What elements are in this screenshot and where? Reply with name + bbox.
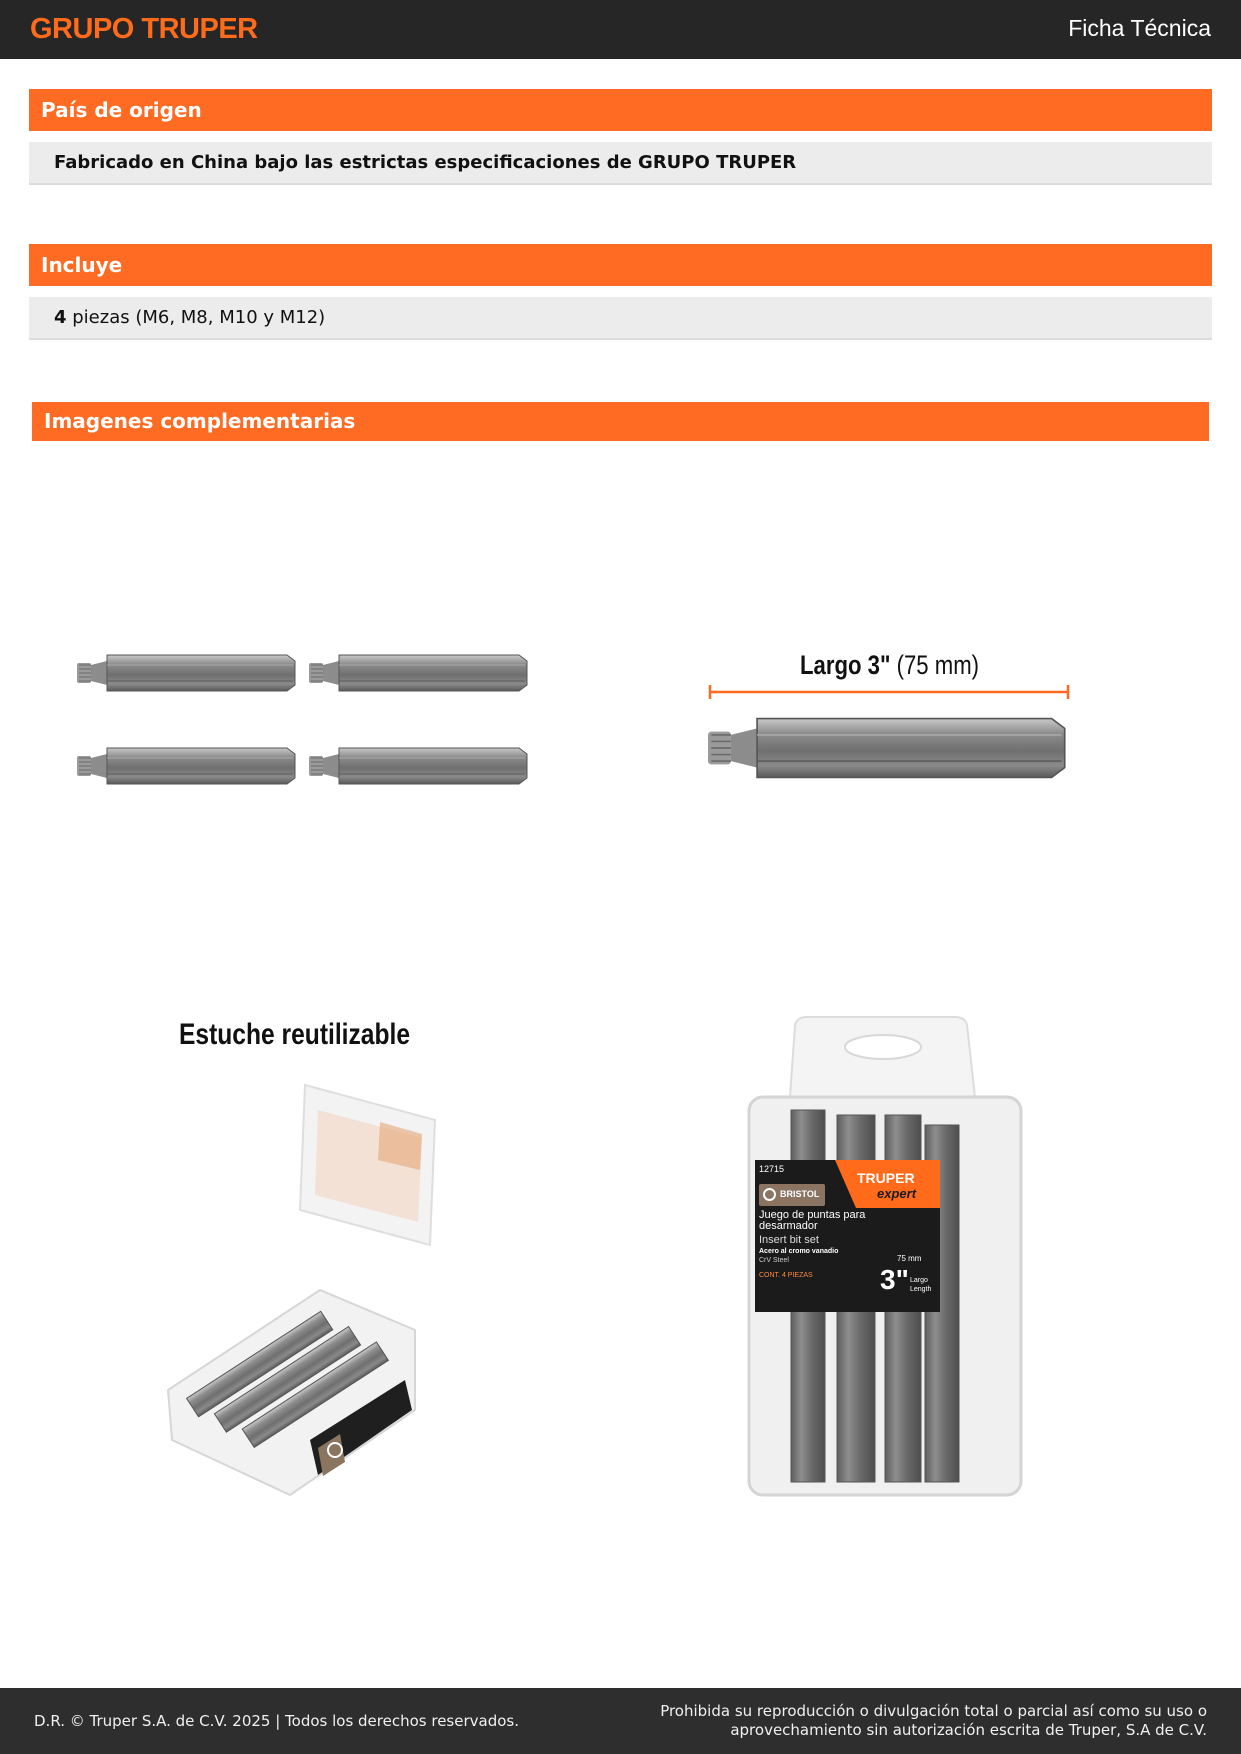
package-length-en: Length bbox=[910, 1286, 932, 1293]
bit-length-image bbox=[700, 645, 1080, 795]
package-material-es: Acero al cromo vanadio bbox=[759, 1248, 839, 1255]
reusable-case-image bbox=[150, 1010, 450, 1510]
package-length-es: Largo bbox=[910, 1277, 928, 1284]
includes-row bbox=[29, 297, 1212, 340]
includes-text: piezas (M6, M8, M10 y M12) bbox=[66, 307, 326, 328]
section-header-origin: País de origen bbox=[29, 89, 1212, 131]
footer-notice: Prohibida su reproducción o divulgación total o parcial así como su uso o aprovechamiento sin autorización escrita de Truper, S.A de C.V. bbox=[660, 1702, 1207, 1739]
package-sub-brand: expert bbox=[877, 1186, 917, 1201]
package-mm: 75 mm bbox=[897, 1254, 922, 1263]
package-brand: TRUPER bbox=[857, 1170, 915, 1186]
package-label bbox=[755, 1160, 940, 1312]
package-contents: CONT. 4 PIEZAS bbox=[759, 1272, 813, 1279]
case-label: Estuche reutilizable bbox=[179, 1018, 411, 1051]
package-code: 12715 bbox=[759, 1164, 785, 1174]
brand-logo: GRUPO TRUPER bbox=[30, 13, 258, 45]
section-header-includes: Incluye bbox=[29, 244, 1212, 286]
package-name-en: Insert bit set bbox=[759, 1234, 819, 1246]
package-material-en: CrV Steel bbox=[759, 1257, 789, 1264]
section-header-images: Imagenes complementarias bbox=[32, 402, 1209, 441]
includes-count: 4 bbox=[54, 307, 67, 328]
bits-set-image bbox=[75, 645, 530, 795]
footer bbox=[0, 1688, 1241, 1754]
length-label: Largo 3" (75 mm) bbox=[800, 650, 980, 680]
top-bar bbox=[0, 0, 1241, 59]
package-image bbox=[745, 1015, 1030, 1500]
bristol-icon bbox=[763, 1188, 776, 1201]
origin-text: Fabricado en China bajo las estrictas especificaciones de GRUPO TRUPER bbox=[29, 142, 1212, 185]
package-type-badge: BRISTOL bbox=[759, 1184, 825, 1206]
package-name-es: Juego de puntas para desarmador bbox=[759, 1209, 866, 1232]
footer-copyright: D.R. © Truper S.A. de C.V. 2025 | Todos los derechos reservados. bbox=[34, 1712, 519, 1730]
document-type: Ficha Técnica bbox=[1068, 15, 1211, 41]
package-size: 3" bbox=[880, 1264, 909, 1295]
